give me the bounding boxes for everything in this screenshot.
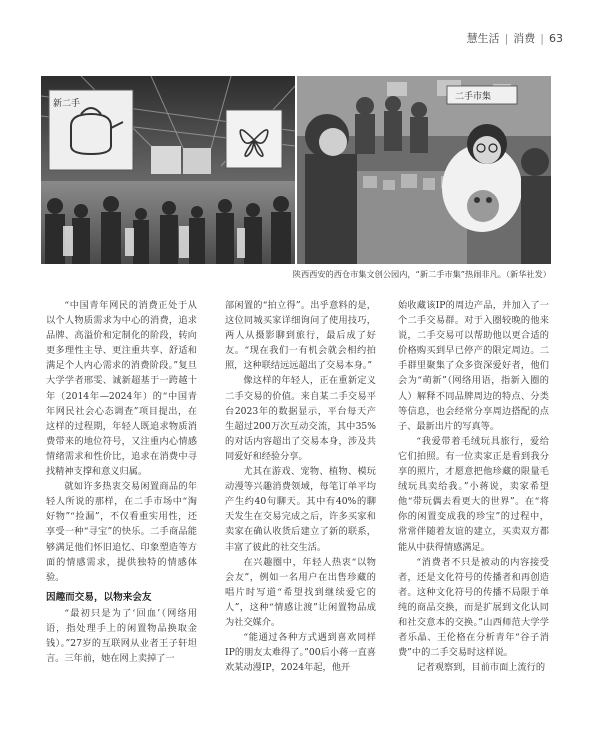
paragraph: 部闲置的“拍立得”。出乎意料的是，这位同城买家详细询问了使用技巧，两人从摄影聊到旅行，最后成了好友。“现在我们一有机会就会相约拍照，这种联结远远超出了交易本身。” <box>225 300 376 372</box>
page-number: 63 <box>549 31 563 45</box>
paragraph: 记者观察到，目前市面上流行的 <box>416 662 546 674</box>
article-column-2 <box>225 298 376 675</box>
paragraph: 尤其在游戏、宠物、植物、模玩动漫等兴趣消费领域，每笔订单平均产生约40句聊天。其中有40%的聊天发生在交易完成之后，许多买家和卖家在确认收货后建立了新的联系，丰富了彼此的社交生活。 <box>225 466 376 553</box>
second-hand-stall-illustration <box>297 76 551 264</box>
paragraph: 像这样的年轻人，正在重新定义二手交易的价值。来自某二手交易平台2023年的数据显示，平台每天产生超过200万次互动交流，其中35%的对话内容超出了交易本身，涉及共同爱好和经验分享。 <box>225 375 376 462</box>
stall-sign-text: 二手市集 <box>455 92 492 102</box>
paragraph: “最初只是为了‘回血’（网络用语，指处理手上的闲置物品换取金钱）。”27岁的互联网从业者王子轩坦言。三年前，她在网上卖掉了一 <box>46 607 197 665</box>
paragraph: “我爱带着毛绒玩具旅行，爱给它们拍照。有一位卖家正是看到我分享的照片，才愿意把他珍藏的限量毛绒玩具卖给我。”小蒋说，卖家希望他“带玩偶去看更大的世界”。在“将你的闲置变成我的珍宝”的过程中，常常伴随着友谊的建立，买卖双方都能从中获得情感满足。 <box>398 435 549 553</box>
market-hall-photo <box>41 76 295 264</box>
paragraph: 在兴趣圈中，年轻人热衷“以物会友”，例如一名用户在出售珍藏的唱片时写道“希望找到继续爱它的人”，这种“情感让渡”让闲置物品成为社交媒介。 <box>225 556 376 628</box>
paragraph: 就如许多热衷交易闲置商品的年轻人所说的那样，在二手市场中“淘好物”“捡漏”，不仅看重实用性，还享受一种“寻宝”的快乐。二手商品能够满足他们怀旧追忆、印象塑造等方面的情感需求，提供独特的情感体验。 <box>46 481 197 583</box>
section-heading: 因趣而交易，以物来会友 <box>46 591 152 603</box>
paragraph: 始收藏该IP的周边产品，并加入了一个二手交易群。对于入圈较晚的他来说，二手交易可以帮助他以更合适的价格购买到早已停产的限定周边。二手群里聚集了众多资深爱好者，他们会为“萌新”（网络用语，指新入圈的人）解释不同品牌周边的特点、分类等信息，也会经常分享周边搭配的点子、最新出片的写真等。 <box>398 300 549 432</box>
header-divider: | <box>504 31 509 45</box>
paragraph: “能通过各种方式遇到喜欢同样IP的朋友太难得了。”00后小蒋一直喜欢某动漫IP，2024年起，他开 <box>225 632 376 674</box>
market-hall-illustration <box>41 76 295 264</box>
article-column-1 <box>46 298 197 666</box>
category-name: 消费 <box>513 32 536 45</box>
section-name: 慧生活 <box>466 32 500 45</box>
paragraph: “消费者不只是被动的内容接受者，还是文化符号的传播者和再创造者。这种文化符号的传播不局限于单纯的商品交换，而是扩展到文化认同和社交意本的交换。”山西师范大学学者乐晶、王伦格在分析青年“谷子消费”中的二手交易时这样说。 <box>398 556 549 659</box>
photo-caption: 陕西西安的西仓市集文创公园内，“新二手市集”热闹非凡。（新华社发） <box>292 269 551 279</box>
second-hand-stall-photo <box>297 76 551 264</box>
paragraph: “中国青年网民的消费正处于从以个人物质需求为中心的消费，追求品牌、高溢价和定制化的阶段，转向更多理性主导、更注重共享、舒适和满足个人内心需求的消费阶段。”复旦大学学者邢雯、诚新超基于一跨越十年（2014年—2024年）的“中国青年网民社会心态调查”项目提出，在这样的过程期，年轻人既追求物质消费带来的地位符号，又注重内心情感情绪需求和性价比，追求在消费中寻找精神支撑和意义归属。 <box>46 300 197 478</box>
article-column-3 <box>398 298 549 675</box>
page-header <box>467 30 563 46</box>
sign-text: 新二手 <box>53 99 81 109</box>
header-divider: | <box>540 31 544 45</box>
